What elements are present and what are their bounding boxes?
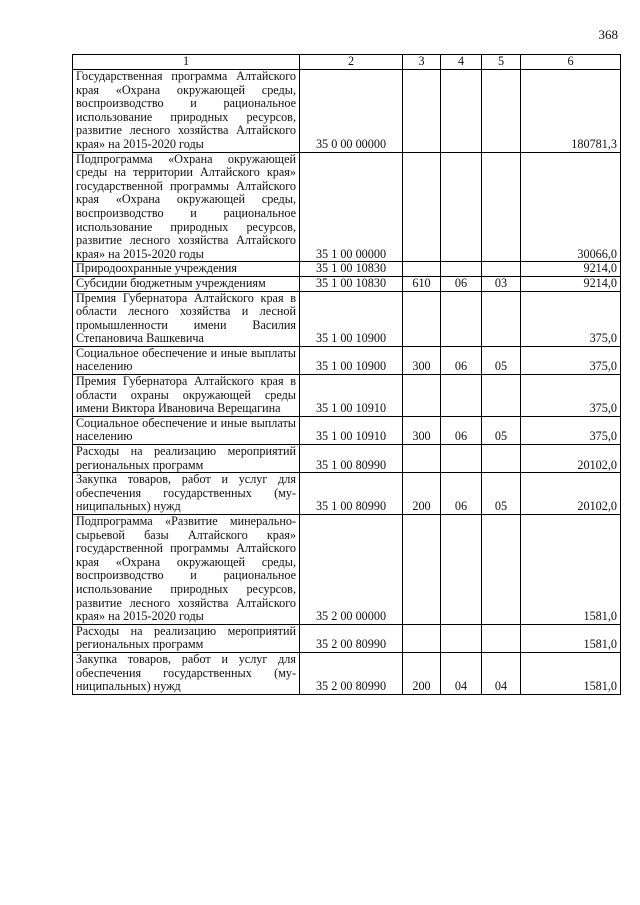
row-code: 35 1 00 10910: [300, 416, 403, 444]
row-col4: 06: [441, 416, 482, 444]
row-code: 35 1 00 10910: [300, 375, 403, 417]
row-name: Государственная программа Алтайского края «Охрана окружающей среды, воспроизводство и рациональное использование природных ресурсов, развитие лесного хозяйства Алтайского края» на 2015-2020 годы: [73, 70, 300, 153]
row-amount: 20102,0: [521, 445, 621, 473]
table-row: [73, 375, 621, 417]
row-col4: [441, 262, 482, 277]
row-name: Подпрограмма «Охрана окружающей среды на территории Алтайского края» государственной программы Алтайского края «Охрана окружающей среды, воспроизводство и рациональное использование природных ресурсов, развитие лесного хозяйства Алтайского края» на 2015-2020 годы: [73, 152, 300, 262]
row-name: Расходы на реализацию мероприятий региональных программ: [73, 445, 300, 473]
row-col4: 06: [441, 473, 482, 515]
row-col3: 200: [403, 652, 441, 694]
row-col5: [482, 624, 521, 652]
table-row: [73, 291, 621, 346]
table-row: [73, 445, 621, 473]
row-name: Социальное обеспечение и иные выплаты населению: [73, 416, 300, 444]
table-row: [73, 262, 621, 277]
row-amount: 375,0: [521, 416, 621, 444]
row-col3: [403, 445, 441, 473]
row-amount: 1581,0: [521, 624, 621, 652]
row-col3: [403, 624, 441, 652]
budget-table: [72, 54, 621, 695]
row-amount: 30066,0: [521, 152, 621, 262]
row-col4: 04: [441, 652, 482, 694]
header-col-6: 6: [521, 55, 621, 70]
table-row: [73, 416, 621, 444]
table-row: [73, 624, 621, 652]
row-code: 35 2 00 80990: [300, 652, 403, 694]
row-amount: 375,0: [521, 346, 621, 374]
row-col3: 200: [403, 473, 441, 515]
row-code: 35 2 00 80990: [300, 624, 403, 652]
table-row: [73, 473, 621, 515]
row-name: Расходы на реализацию мероприятий региональных программ: [73, 624, 300, 652]
row-col4: [441, 515, 482, 625]
row-col4: [441, 445, 482, 473]
row-col4: 06: [441, 346, 482, 374]
row-name: Закупка товаров, работ и услуг для обеспечения государственных (муниципальных) нужд: [73, 652, 300, 694]
row-code: 35 1 00 10900: [300, 291, 403, 346]
row-col3: [403, 152, 441, 262]
row-amount: 9214,0: [521, 276, 621, 291]
row-name: Премия Губернатора Алтайского края в области охраны окружающей среды имени Виктора Ивановича Верещагина: [73, 375, 300, 417]
header-col-1: 1: [73, 55, 300, 70]
row-name: Социальное обеспечение и иные выплаты населению: [73, 346, 300, 374]
row-col4: [441, 291, 482, 346]
row-col3: [403, 291, 441, 346]
row-col3: 300: [403, 346, 441, 374]
header-col-3: 3: [403, 55, 441, 70]
row-col5: [482, 515, 521, 625]
row-name: Закупка товаров, работ и услуг для обеспечения государственных (муниципальных) нужд: [73, 473, 300, 515]
row-col5: [482, 262, 521, 277]
header-col-2: 2: [300, 55, 403, 70]
row-col5: 05: [482, 416, 521, 444]
row-name: Премия Губернатора Алтайского края в области лесного хозяйства и лесной промышленности имени Василия Степановича Вашкевича: [73, 291, 300, 346]
row-amount: 375,0: [521, 291, 621, 346]
row-col5: [482, 291, 521, 346]
row-col3: 300: [403, 416, 441, 444]
row-amount: 9214,0: [521, 262, 621, 277]
table-row: [73, 276, 621, 291]
row-col5: 05: [482, 473, 521, 515]
page-number: 368: [598, 27, 618, 42]
row-amount: 1581,0: [521, 515, 621, 625]
row-col5: 04: [482, 652, 521, 694]
row-amount: 1581,0: [521, 652, 621, 694]
row-col5: [482, 445, 521, 473]
row-col4: 06: [441, 276, 482, 291]
row-code: 35 1 00 80990: [300, 445, 403, 473]
row-col4: [441, 152, 482, 262]
row-col4: [441, 624, 482, 652]
row-col4: [441, 70, 482, 153]
row-col5: [482, 375, 521, 417]
row-code: 35 2 00 00000: [300, 515, 403, 625]
row-name: Природоохранные учреждения: [73, 262, 300, 277]
row-code: 35 1 00 80990: [300, 473, 403, 515]
row-code: 35 0 00 00000: [300, 70, 403, 153]
row-name: Подпрограмма «Развитие минерально-сырьевой базы Алтайского края» государственной программы Алтайского края «Охрана окружающей среды, воспроизводство и рациональное использование природных ресурсов, развитие лесного хозяйства Алтайского края» на 2015-2020 годы: [73, 515, 300, 625]
table-row: [73, 515, 621, 625]
row-col5: [482, 152, 521, 262]
row-col3: [403, 262, 441, 277]
header-col-5: 5: [482, 55, 521, 70]
row-col3: 610: [403, 276, 441, 291]
row-code: 35 1 00 10830: [300, 276, 403, 291]
row-col5: [482, 70, 521, 153]
row-amount: 180781,3: [521, 70, 621, 153]
row-code: 35 1 00 00000: [300, 152, 403, 262]
table-header-row: [73, 55, 621, 70]
table-row: [73, 152, 621, 262]
header-col-4: 4: [441, 55, 482, 70]
row-col4: [441, 375, 482, 417]
row-col3: [403, 375, 441, 417]
table-row: [73, 70, 621, 153]
row-amount: 375,0: [521, 375, 621, 417]
table-row: [73, 652, 621, 694]
row-col5: 05: [482, 346, 521, 374]
row-name: Субсидии бюджетным учреждениям: [73, 276, 300, 291]
row-amount: 20102,0: [521, 473, 621, 515]
row-code: 35 1 00 10830: [300, 262, 403, 277]
row-code: 35 1 00 10900: [300, 346, 403, 374]
row-col3: [403, 515, 441, 625]
table-row: [73, 346, 621, 374]
row-col3: [403, 70, 441, 153]
row-col5: 03: [482, 276, 521, 291]
